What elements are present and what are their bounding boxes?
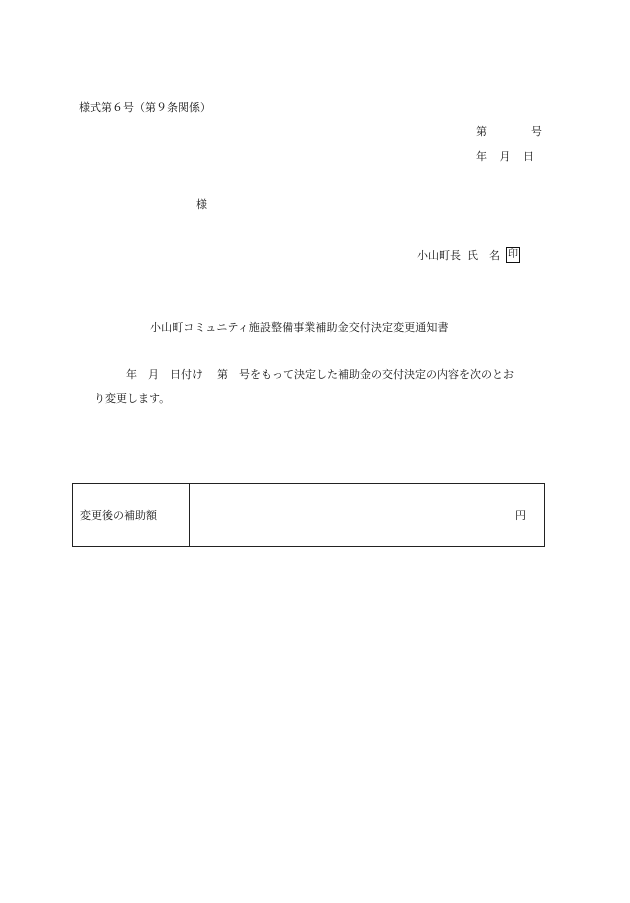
document-number-suffix: 号 [531, 125, 542, 138]
body-date-reference: 年 月 日付け [126, 368, 203, 381]
seal-stamp: 印 [506, 247, 520, 263]
date-year-label: 年 [476, 150, 487, 163]
recipient-honorific: 様 [196, 198, 207, 211]
amount-label-cell [73, 484, 190, 546]
issuer-title: 小山町長 [417, 249, 461, 262]
amount-unit: 円 [515, 509, 526, 522]
document-date [476, 151, 534, 162]
amount-table [72, 483, 545, 547]
date-day-label: 日 [523, 150, 534, 163]
issuer-name-label: 氏 名 [467, 249, 500, 262]
amount-value-cell [190, 484, 544, 546]
document-title: 小山町コミュニティ施設整備事業補助金交付決定変更通知書 [150, 321, 449, 334]
document-number [476, 126, 542, 137]
date-month-label: 月 [499, 150, 511, 163]
body-text-line-2: り変更します。 [94, 392, 171, 405]
amount-label: 変更後の補助額 [80, 509, 157, 522]
form-number: 様式第６号（第９条関係） [79, 101, 211, 114]
body-decision-text: 第 号をもって決定した補助金の交付決定の内容を次のとお [217, 368, 514, 381]
document-number-prefix: 第 [476, 125, 487, 138]
body-text-line-1 [126, 369, 514, 380]
issuer-block [417, 248, 520, 264]
